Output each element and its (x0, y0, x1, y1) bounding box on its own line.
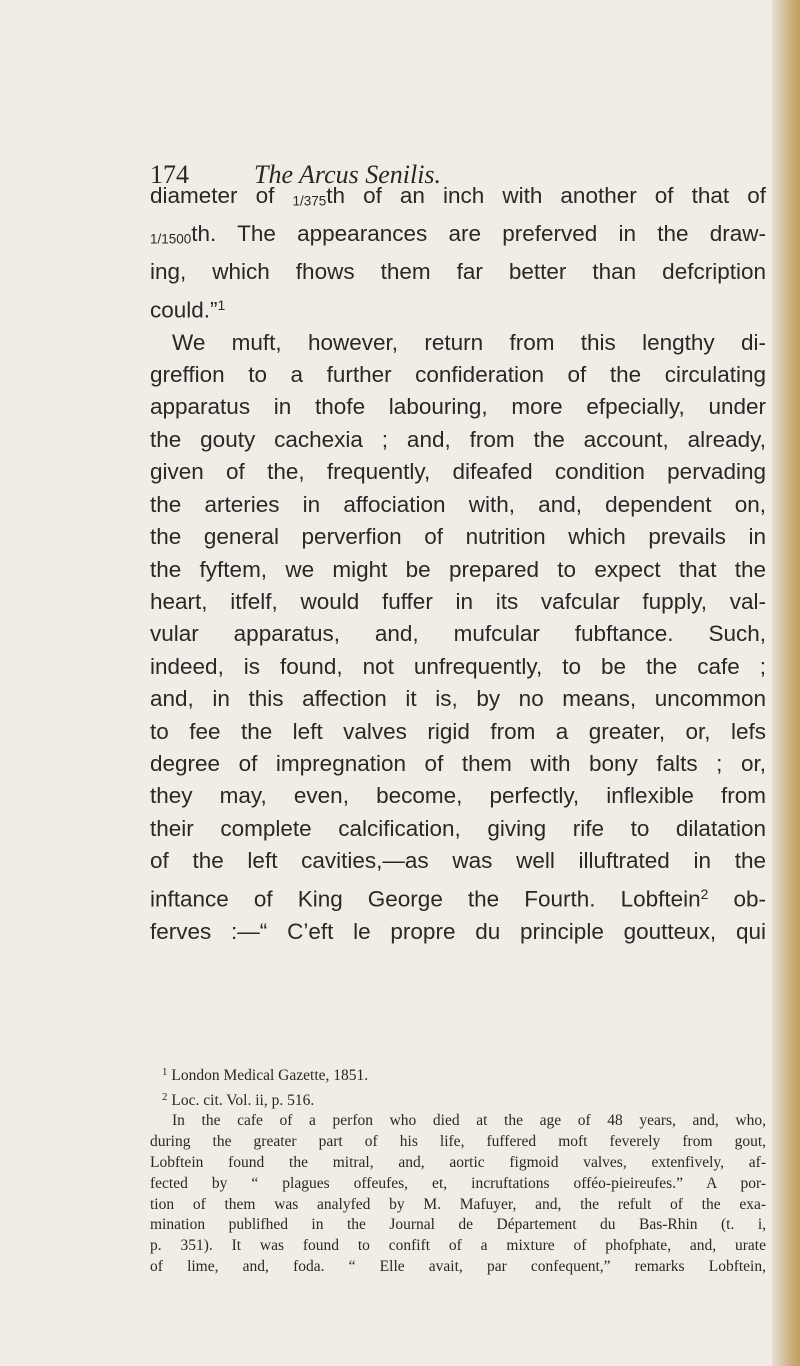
fraction-375: 1/375 (292, 193, 327, 209)
body-line-3: ing, which fhows them far better than defcription (150, 259, 766, 285)
footnote-line: p. 351). It was found to confift of a mixture of phofphate, and, urate (150, 1237, 766, 1255)
footnote-line: In the cafe of a perfon who died at the age of 48 years, and, who, (172, 1112, 766, 1130)
footnote-line: during the greater part of his life, fuffered moft feverely from gout, (150, 1133, 766, 1151)
body-line: their complete calcification, giving rife to dilatation (150, 815, 766, 841)
footnote-line: of lime, and, foda. “ Elle avait, par confequent,” remarks Lobftein, (150, 1257, 766, 1275)
footnote-mark-2: 2 (162, 1090, 168, 1103)
page-edge (772, 0, 800, 1366)
footnote-line: tion of them was analyfed by M. Mafuyer, and, the refult of the exa- (150, 1195, 766, 1213)
running-title: The Arcus Senilis. (254, 160, 442, 189)
footnote-line: fected by “ plagues offeufes, et, incruftations offéo-pieireufes.” A por- (150, 1174, 766, 1192)
body-line: heart, itfelf, would fuffer in its vafcular fupply, val- (150, 588, 766, 614)
page-number: 174 (150, 160, 189, 189)
footnotes (150, 1062, 766, 1278)
footnote-1: $^1$ London Medical Gazette, 1851. (162, 1066, 369, 1084)
body-line-2: 1/1500th. The appearances are preferved in the draw- (150, 221, 766, 247)
body-line: they may, even, become, perfectly, inflexible from (150, 783, 766, 809)
body-line-4: could.”$^1$ (150, 296, 226, 323)
body-line-22: inftance of King George the Fourth. Lobftein$^2$ ob- (150, 885, 766, 912)
footnote-line: mination publifhed in the Journal de Département du Bas-Rhin (t. i, (150, 1216, 766, 1234)
body-line: of the left cavities,—as was well illuftrated in the (150, 848, 766, 874)
body-line-23: ferves :—“ C’eft le propre du principle goutteux, qui (150, 918, 766, 944)
body-line-1: diameter of 1/375th of an inch with another of that of (150, 183, 766, 209)
body-line: and, in this affection it is, by no means, uncommon (150, 686, 766, 712)
body-line: the general perverfion of nutrition which prevails in (150, 524, 766, 550)
footnote-mark-1: 1 (162, 1066, 168, 1078)
footnote-line: Lobftein found the mitral, and, aortic figmoid valves, extenfively, af- (150, 1153, 766, 1171)
body-line: the fyftem, we might be prepared to expect that the (150, 556, 766, 582)
body-line: indeed, is found, not unfrequently, to be the cafe ; (150, 653, 766, 679)
fraction-1500: 1/1500 (150, 231, 192, 247)
body-line: degree of impregnation of them with bony falts ; or, (150, 750, 766, 776)
body-line: to fee the left valves rigid from a greater, or, lefs (150, 718, 766, 744)
footnote-2: $^2$ Loc. cit. Vol. ii, p. 516. (162, 1090, 315, 1109)
body-line: vular apparatus, and, mufcular fubftance. Such, (150, 621, 766, 647)
body-line: apparatus in thofe labouring, more efpecially, under (150, 394, 766, 420)
body-text (150, 180, 766, 948)
footnote-ref-1: 1 (217, 296, 226, 313)
body-line: greffion to a further confideration of the circulating (150, 362, 766, 388)
body-line: the gouty cachexia ; and, from the account, already, (150, 426, 766, 452)
footnote-ref-2: 2 (700, 885, 709, 902)
body-line: given of the, frequently, difeafed condition pervading (150, 459, 766, 485)
body-line: We muft, however, return from this lengthy di- (172, 329, 766, 355)
body-line: the arteries in affociation with, and, dependent on, (150, 491, 766, 517)
